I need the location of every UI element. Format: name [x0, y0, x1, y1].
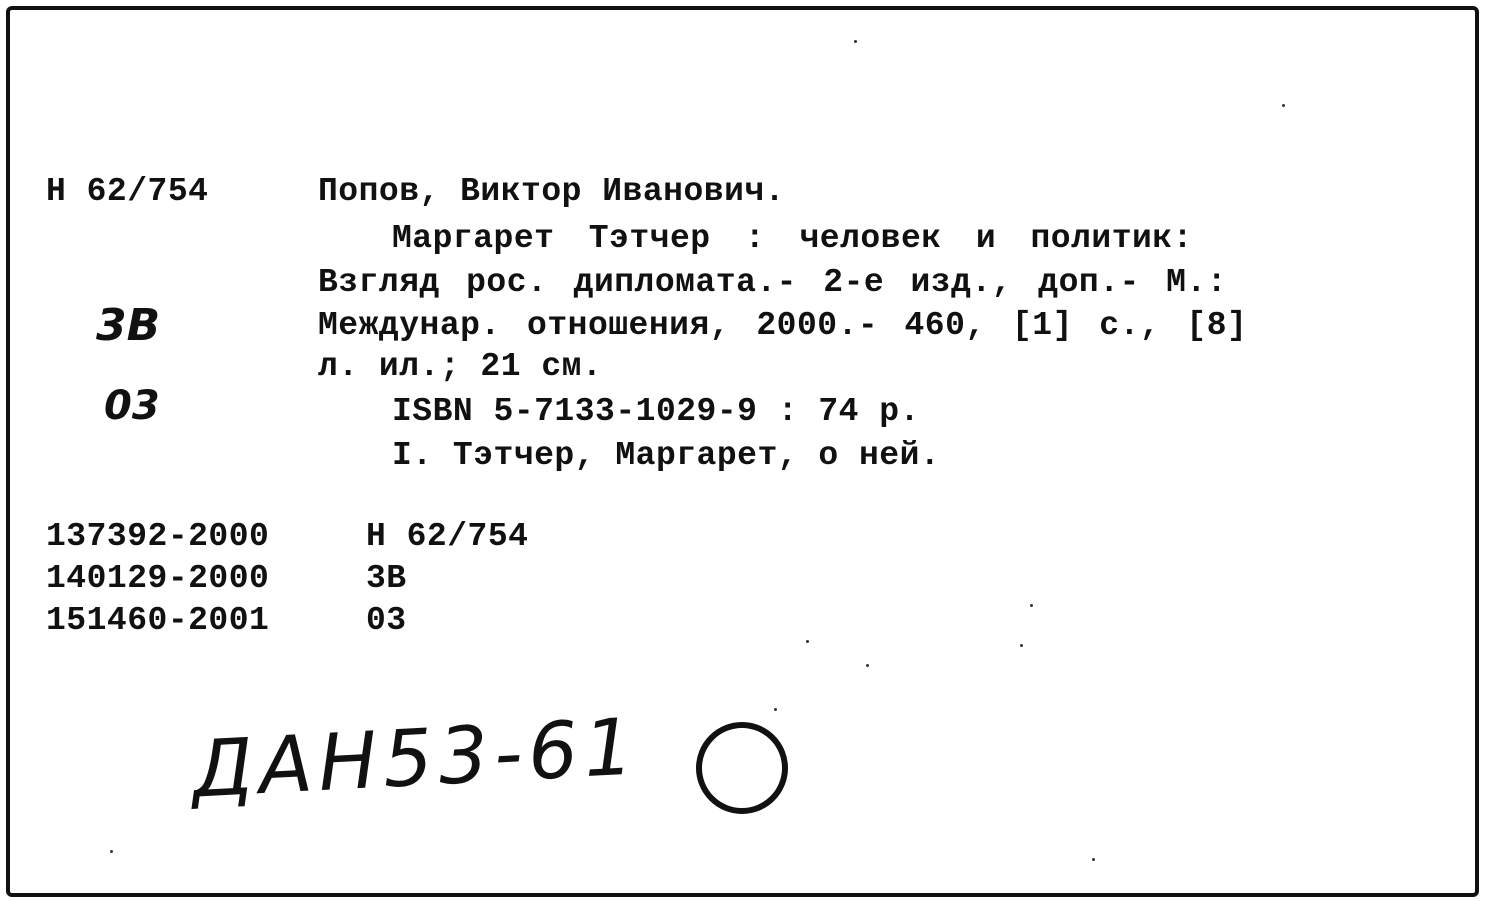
- inventory-number: 151460-2001: [46, 602, 270, 639]
- scan-speck: [806, 640, 809, 643]
- scan-speck: [1020, 644, 1023, 647]
- inventory-location: Н 62/754: [366, 518, 529, 555]
- inventory-number: 140129-2000: [46, 560, 270, 597]
- title-line-3: Междунар. отношения, 2000.- 460, [1] с., [8]: [318, 307, 1248, 344]
- scan-speck: [774, 708, 777, 711]
- handwritten-mark-03: 03: [104, 383, 160, 429]
- title-line-1: Маргарет Тэтчер : человек и политик:: [392, 220, 1193, 257]
- scan-speck: [1030, 604, 1033, 607]
- inventory-location: 03: [366, 602, 407, 639]
- call-number: Н 62/754: [46, 173, 209, 210]
- handwritten-circle: [696, 722, 788, 814]
- scan-speck: [1092, 858, 1095, 861]
- inventory-number: 137392-2000: [46, 518, 270, 555]
- inventory-location: 3В: [366, 560, 407, 597]
- scan-speck: [854, 40, 857, 43]
- author-line: Попов, Виктор Иванович.: [318, 173, 785, 210]
- title-line-4: л. ил.; 21 см.: [318, 348, 603, 385]
- scan-speck: [1282, 104, 1285, 107]
- handwritten-code: ДАН53-61: [189, 702, 642, 816]
- title-line-2: Взгляд рос. дипломата.- 2-е изд., доп.- М.:: [318, 264, 1228, 301]
- scan-speck: [110, 850, 113, 853]
- subject-line: I. Тэтчер, Маргарет, о ней.: [392, 437, 941, 474]
- isbn-line: ISBN 5-7133-1029-9 : 74 р.: [392, 393, 920, 430]
- handwritten-mark-3b: 3В: [96, 300, 161, 351]
- scan-speck: [866, 664, 869, 667]
